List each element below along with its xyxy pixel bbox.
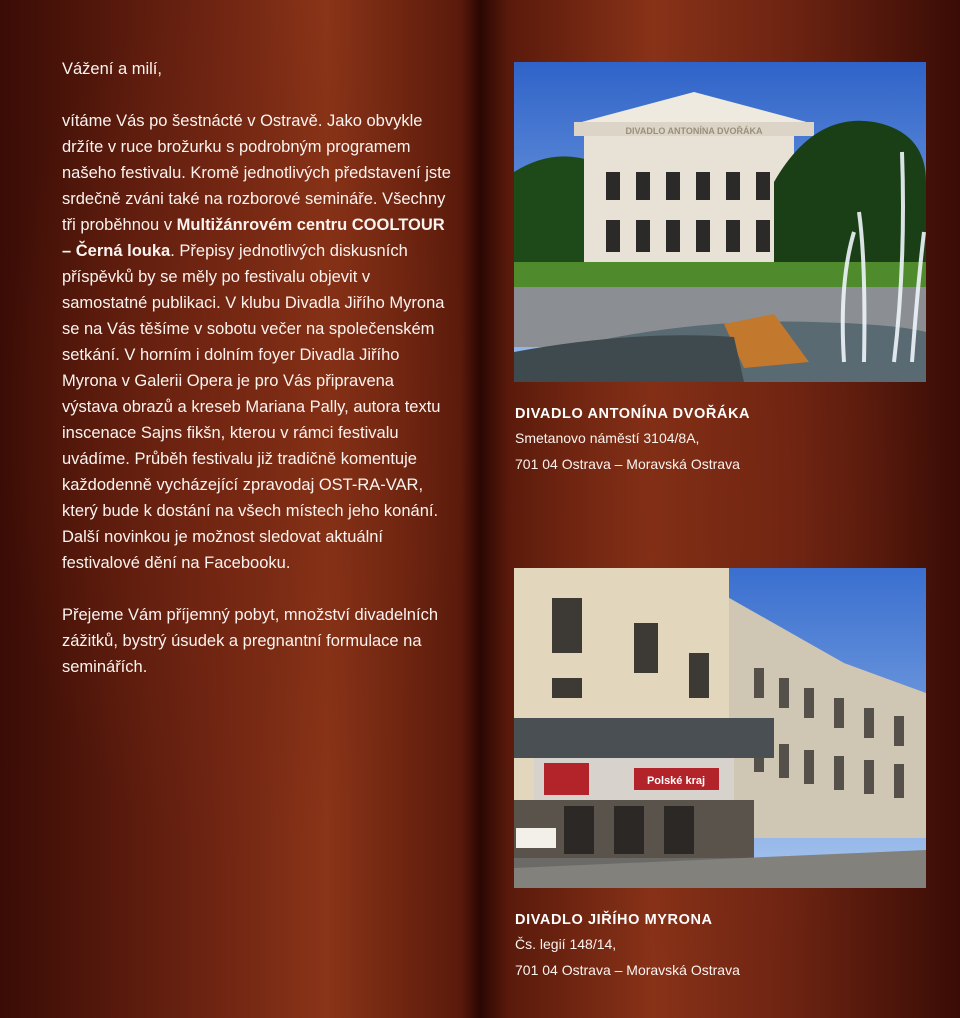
greeting: Vážení a milí, (62, 60, 162, 78)
venue-address-line2: 701 04 Ostrava – Moravská Ostrava (515, 962, 740, 978)
closing-paragraph: Přejeme Vám příjemný pobyt, množství divadelních zážitků, bystrý úsudek a pregnantní formulace na seminářích. (62, 606, 438, 676)
photo-divadlo-jiriho-myrona (514, 568, 926, 888)
venue-info-antonina-dvoraka (515, 403, 935, 477)
welcome-text-column (62, 56, 452, 680)
venue-highlight: Multižánrovém centru COOLTOUR – Černá louka (62, 216, 445, 260)
venue-address-line1: Smetanovo náměstí 3104/8A, (515, 430, 700, 446)
shop-sign: Polské kraj (646, 775, 706, 787)
venue-address-line1: Čs. legií 148/14, (515, 936, 617, 952)
photo-divadlo-antonina-dvoraka (514, 62, 926, 382)
building-sign: DIVADLO ANTONÍNA DVOŘÁKA (625, 126, 763, 136)
welcome-paragraph (62, 108, 452, 576)
venue-info-jiriho-myrona (515, 909, 935, 983)
venue-name: DIVADLO JIŘÍHO MYRONA (515, 912, 713, 928)
welcome-paragraph-part2: . Přepisy jednotlivých diskusních příspěvků by se měly po festivalu objevit v samostatné publikaci. V klubu Divadla Jiřího Myrona se na Vás těšíme v sobotu večer na společenském setkání. V horním i dolním foyer Divadla Jiřího Myrona v Galerii Opera je pro Vás připravena výstava obrazů a kreseb Mariana Pally, autora textu inscenace Sajns fikšn, kterou v rámci festivalu uvádíme. Průběh festivalu již tradičně komentuje každodenně vycházející zpravodaj OST-RA-VAR, který bude k dostání na všech místech jeho konání. Další novinkou je možnost sledovat aktuální festivalové dění na Facebooku. (62, 242, 445, 572)
welcome-paragraph-part1: vítáme Vás po šestnácté v Ostravě. Jako obvykle držíte v ruce brožurku s podrobným programem našeho festivalu. Kromě jednotlivých představení jste srdečně zváni také na rozborové semináře. Všechny tři proběhnou v (62, 112, 451, 234)
venue-name: DIVADLO ANTONÍNA DVOŘÁKA (515, 406, 751, 422)
venue-address-line2: 701 04 Ostrava – Moravská Ostrava (515, 456, 740, 472)
